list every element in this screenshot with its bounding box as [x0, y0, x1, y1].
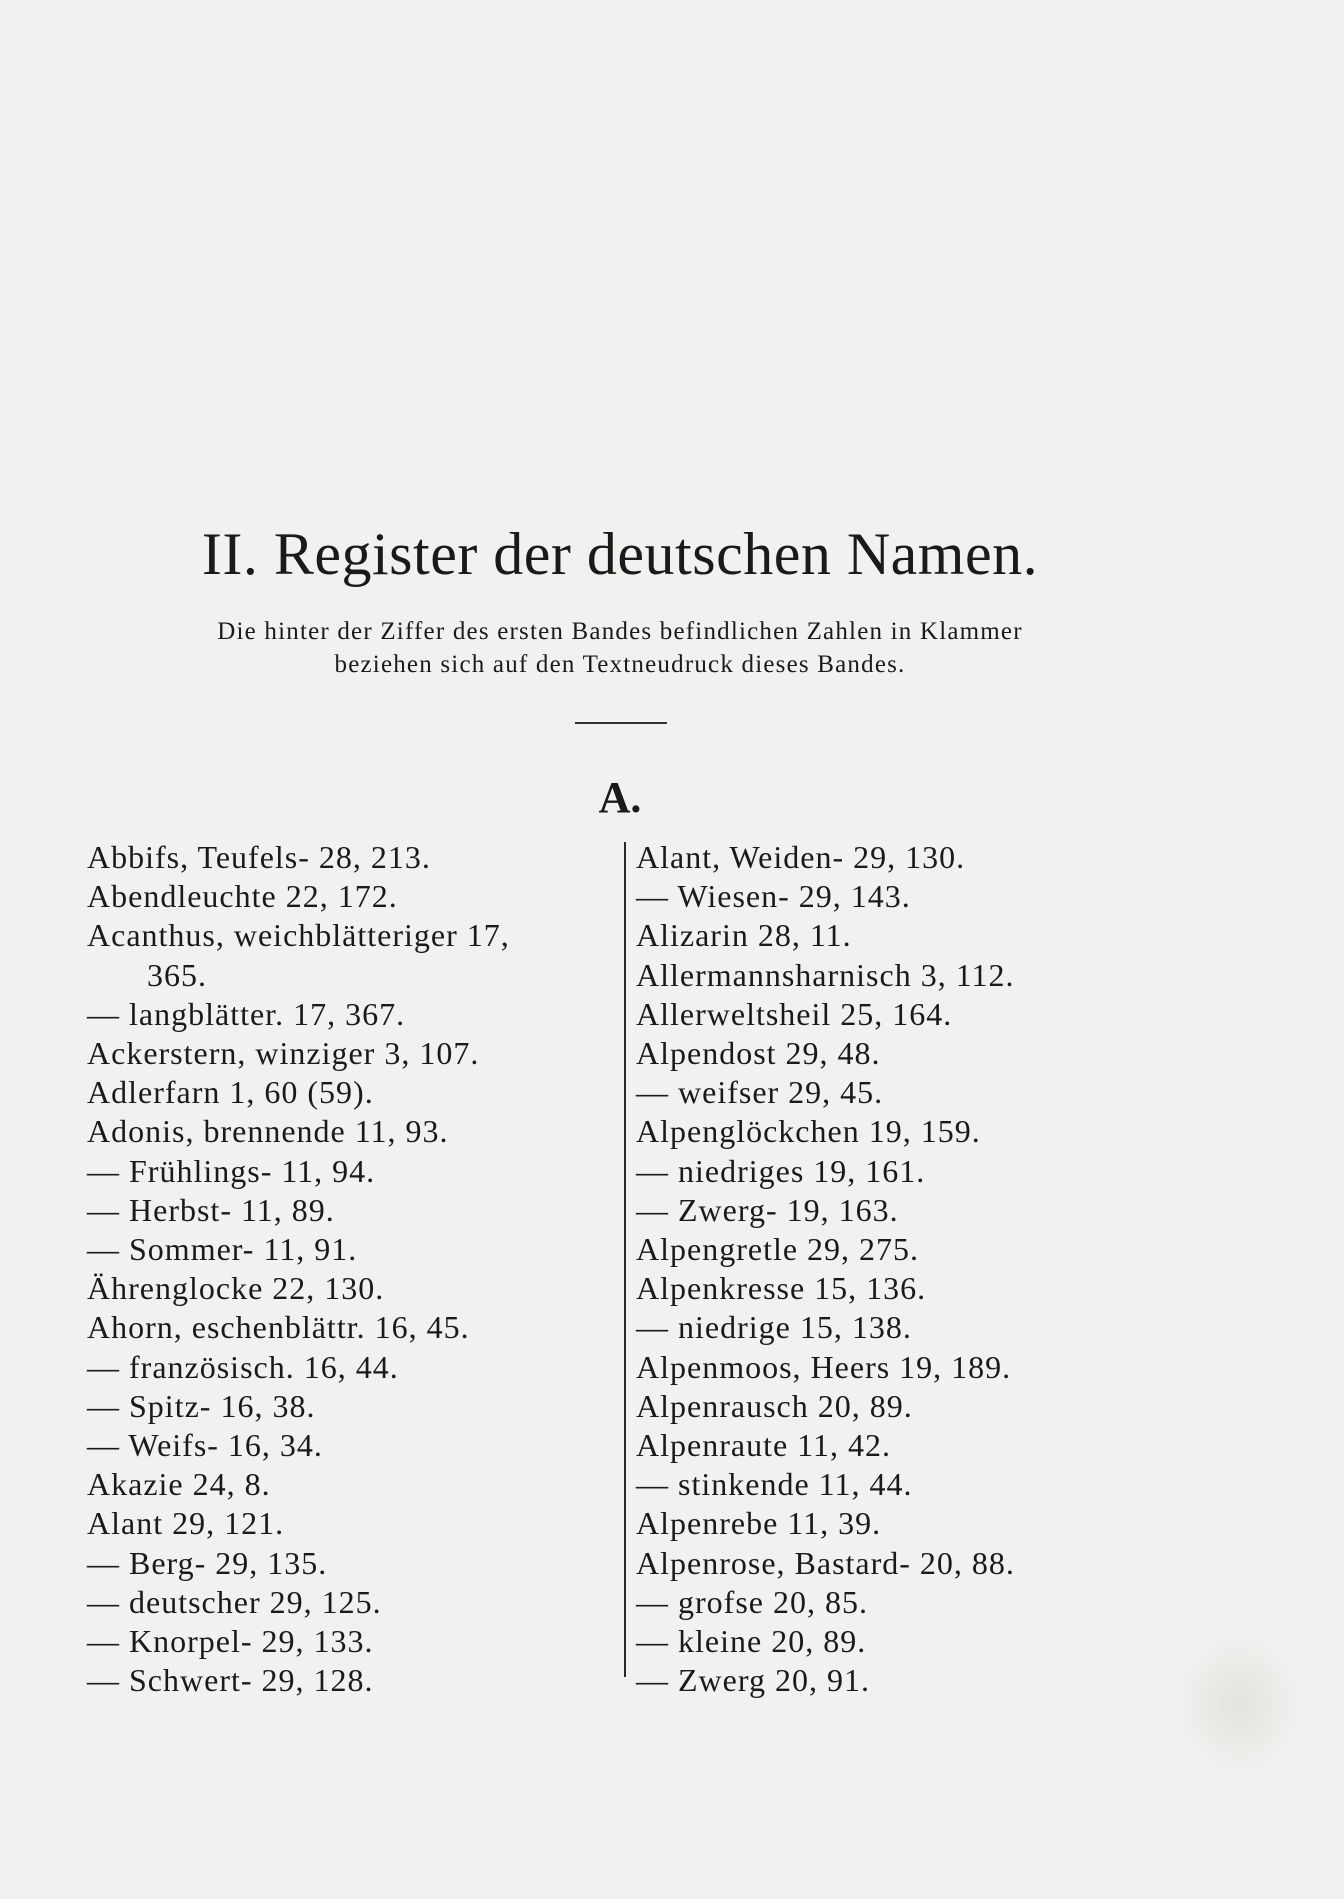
index-entry: Alant, Weiden- 29, 130. — [636, 839, 966, 875]
index-entry: Abbifs, Teufels- 28, 213. — [87, 839, 431, 875]
index-entry: — stinkende 11, 44. — [636, 1466, 913, 1503]
index-entry: — Herbst- 11, 89. — [87, 1191, 335, 1228]
index-entry: — Schwert- 29, 128. — [87, 1662, 374, 1699]
right-column — [636, 838, 1106, 1700]
index-entry: Ährenglocke 22, 130. — [87, 1270, 385, 1307]
index-entry: Alpenraute 11, 42. — [636, 1427, 891, 1464]
index-entry: Adonis, brennende 11, 93. — [87, 1113, 449, 1150]
separator-rule — [575, 722, 667, 724]
left-column — [87, 838, 617, 1700]
index-entry: Alpenmoos, Heers 19, 189. — [636, 1348, 1012, 1385]
index-entry: — Weifs- 16, 34. — [87, 1427, 323, 1464]
index-entry: Alpenkresse 15, 136. — [636, 1270, 927, 1307]
index-entry: Acanthus, weichblätteriger 17, — [87, 917, 510, 954]
editorial-note — [0, 615, 1240, 681]
index-entry: — Berg- 29, 135. — [87, 1544, 328, 1581]
index-entry: — niedrige 15, 138. — [636, 1309, 912, 1346]
index-entry: — kleine 20, 89. — [636, 1623, 867, 1660]
index-entry: — französisch. 16, 44. — [87, 1348, 399, 1385]
index-entry: — Frühlings- 11, 94. — [87, 1152, 376, 1189]
index-entry: Ackerstern, winziger 3, 107. — [87, 1035, 480, 1072]
index-entry: Alpenrose, Bastard- 20, 88. — [636, 1544, 1015, 1581]
index-entry: — weifser 29, 45. — [636, 1074, 884, 1111]
index-entry: Akazie 24, 8. — [87, 1466, 271, 1503]
section-letter: A. — [598, 773, 642, 822]
index-entry: Allerweltsheil 25, 164. — [636, 995, 953, 1032]
index-entry: — langblätter. 17, 367. — [87, 995, 406, 1032]
index-entry: — niedriges 19, 161. — [636, 1152, 926, 1189]
index-entry: Alpengretle 29, 275. — [636, 1231, 920, 1268]
page-title: II. Register der deutschen Namen. — [201, 521, 1039, 587]
index-entry: Alant 29, 121. — [87, 1505, 285, 1542]
index-entry: Alpenglöckchen 19, 159. — [636, 1113, 981, 1150]
paper-stain — [1174, 1629, 1304, 1779]
index-entry: Alpenrausch 20, 89. — [636, 1387, 913, 1424]
index-entry: — Spitz- 16, 38. — [87, 1387, 316, 1424]
index-entry: Allermannsharnisch 3, 112. — [636, 956, 1015, 993]
index-entry: — Zwerg- 19, 163. — [636, 1191, 899, 1228]
note-line: Die hinter der Ziffer des ersten Bandes befindlichen Zahlen in Klammer — [217, 618, 1023, 645]
index-entry: Adlerfarn 1, 60 (59). — [87, 1074, 374, 1111]
column-divider — [624, 842, 626, 1677]
index-entry: — Knorpel- 29, 133. — [87, 1623, 374, 1660]
index-entry: — Zwerg 20, 91. — [636, 1662, 870, 1699]
note-line: beziehen sich auf den Textneudruck dieses Bandes. — [334, 651, 906, 678]
index-entry: Abendleuchte 22, 172. — [87, 878, 398, 915]
index-entry: Ahorn, eschenblättr. 16, 45. — [87, 1309, 470, 1346]
index-entry: — deutscher 29, 125. — [87, 1583, 382, 1620]
index-entry: Alpenrebe 11, 39. — [636, 1505, 882, 1542]
index-entry: — grofse 20, 85. — [636, 1583, 868, 1620]
index-entry: Alpendost 29, 48. — [636, 1035, 881, 1072]
index-entry: — Wiesen- 29, 143. — [636, 878, 911, 915]
index-entry-continuation: 365. — [147, 956, 207, 993]
index-entry: — Sommer- 11, 91. — [87, 1231, 358, 1268]
index-entry: Alizarin 28, 11. — [636, 917, 852, 954]
